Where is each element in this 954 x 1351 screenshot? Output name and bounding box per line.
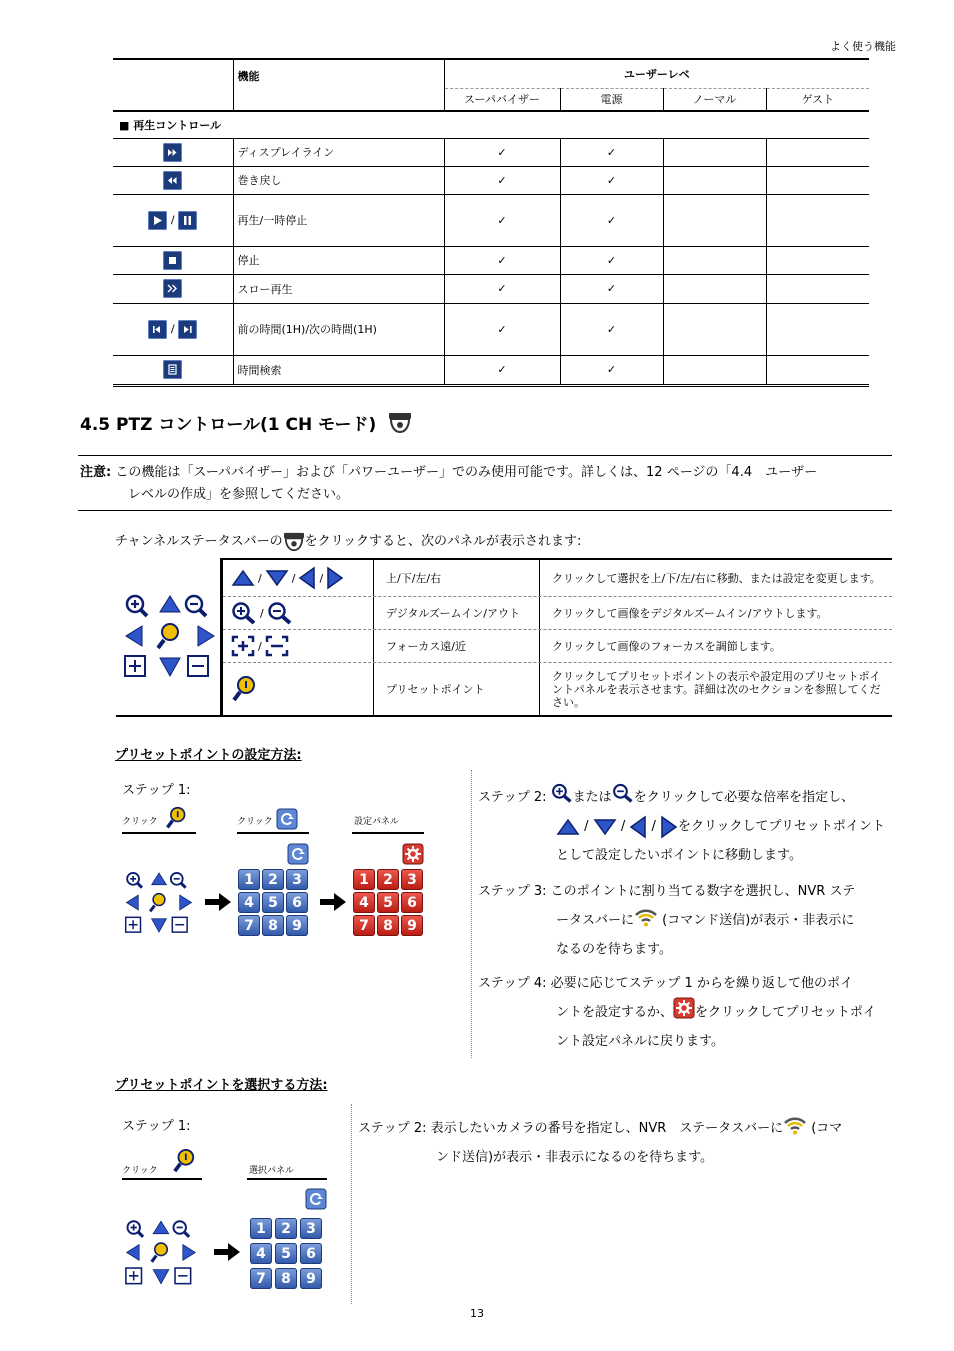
ptz-row-zoom: / デジタルズームイン/アウト クリックして画像をデジタルズームイン/アウトします。 [223, 597, 892, 630]
setup-panel-label: 設定パネル [354, 817, 400, 827]
ptz-intro: チャンネルステータスバーの をクリックすると、次のパネルが表示されます: [115, 530, 581, 552]
number-key[interactable]: 9 [401, 915, 423, 936]
zoom-out-icon [267, 601, 293, 625]
stop-icon [163, 251, 182, 270]
arrow-right-icon [320, 893, 346, 911]
right-arrow-icon [660, 815, 678, 839]
table-row: / 前の時間(1H)/次の時間(1H) ✓ ✓ [113, 303, 869, 355]
number-key[interactable]: 1 [238, 869, 260, 890]
command-send-icon [783, 1116, 807, 1136]
number-key[interactable]: 2 [377, 869, 399, 890]
number-key[interactable]: 5 [275, 1243, 297, 1264]
number-key[interactable]: 5 [262, 892, 284, 913]
preset-set-title: プリセットポイントの設定方法: [115, 748, 302, 763]
time-search-icon [163, 360, 182, 379]
preset-set-step1-label: ステップ 1: [122, 783, 191, 798]
return-icon[interactable] [276, 808, 298, 830]
number-key[interactable]: 2 [275, 1218, 297, 1239]
step-divider [471, 770, 472, 1058]
section-title: 4.5 PTZ コントロール(1 CH モード) [80, 410, 412, 435]
number-key[interactable]: 8 [275, 1268, 297, 1289]
permission-table [113, 58, 869, 387]
arrow-right-icon [205, 893, 231, 911]
table-row: 時間検索 ✓ ✓ [113, 355, 869, 385]
numpad-blue[interactable] [250, 1218, 322, 1289]
ptz-panel-icon [120, 588, 220, 688]
number-key[interactable]: 1 [250, 1218, 272, 1239]
ptz-row-focus: / フォーカス遠/近 クリックして画像のフォーカスを調節します。 [223, 630, 892, 663]
level-power: 電源 [560, 88, 663, 111]
play-icon [148, 211, 167, 230]
dome-camera-icon [388, 412, 412, 434]
preset-set-step3: ステップ 3: このポイントに割り当てる数字を選択し、NVR ステ ータスバーに (コマンド送信)が表示・非表示に なるのを待ちます。 [478, 884, 856, 957]
number-key[interactable]: 4 [238, 892, 260, 913]
ptz-panel-icon [122, 1214, 200, 1294]
preset-set-step4: ステップ 4: 必要に応じてステップ 1 からを繰り返して他のポイ ントを設定するか、 をクリックしてプリセットポイ ント設定パネルに戻ります。 [478, 976, 876, 1049]
rewind-icon [163, 171, 182, 190]
slow-play-icon [163, 279, 182, 298]
preset-select-title: プリセットポイントを選択する方法: [115, 1078, 328, 1093]
number-key[interactable]: 8 [262, 915, 284, 936]
table-row: 巻き戻し ✓ ✓ [113, 166, 869, 194]
page-number: 13 [470, 1307, 484, 1320]
click-label-1: クリック [122, 817, 158, 827]
click-label-3: クリック [122, 1166, 158, 1176]
preset-select-step1-label: ステップ 1: [122, 1119, 191, 1134]
command-send-icon [634, 908, 658, 928]
left-arrow-icon [629, 815, 647, 839]
fast-forward-icon [163, 143, 182, 162]
number-key[interactable]: 7 [250, 1268, 272, 1289]
preset-set-step2: ステップ 2: または をクリックして必要な倍率を指定し、 / / / をクリックしてプリセットポイント として設定したいポイントに移動します。 [478, 783, 898, 870]
number-key[interactable]: 7 [238, 915, 260, 936]
preset-point-icon [231, 675, 257, 703]
pause-icon [178, 211, 197, 230]
ptz-panel-icon [122, 866, 196, 942]
focus-far-icon [231, 635, 255, 657]
number-key[interactable]: 3 [401, 869, 423, 890]
settings-gear-icon[interactable] [402, 843, 424, 865]
right-arrow-icon [326, 566, 344, 590]
ptz-row-direction: / / / 上/下/左/右 クリックして選択を上/下/左/右に移動、または設定を変更します。 [223, 560, 892, 597]
note-label: 注意 [80, 465, 107, 480]
number-key[interactable]: 7 [353, 915, 375, 936]
page-header-section: よく使う機能 [830, 40, 896, 53]
table-row: 停止 ✓ ✓ [113, 246, 869, 274]
number-key[interactable]: 4 [250, 1243, 272, 1264]
number-key[interactable]: 1 [353, 869, 375, 890]
ptz-panel-preview [116, 558, 223, 716]
number-key[interactable]: 9 [286, 915, 308, 936]
arrow-right-icon [214, 1243, 240, 1261]
focus-near-icon [265, 635, 289, 657]
number-key[interactable]: 4 [353, 892, 375, 913]
col-user-level-header: ユーザーレベ [444, 59, 869, 88]
table-row: / 再生/一時停止 ✓ ✓ [113, 194, 869, 246]
col-function-header: 機能 [233, 59, 444, 111]
zoom-out-icon [612, 782, 634, 804]
note-top-rule [78, 455, 892, 456]
number-key[interactable]: 6 [300, 1243, 322, 1264]
down-arrow-icon [265, 569, 289, 587]
settings-gear-icon [673, 997, 695, 1019]
number-key[interactable]: 6 [401, 892, 423, 913]
preset-point-icon [164, 806, 188, 830]
click-label-2: クリック [237, 817, 273, 827]
number-key[interactable]: 6 [286, 892, 308, 913]
up-arrow-icon [556, 818, 580, 836]
zoom-in-icon [551, 782, 573, 804]
note-box: 注意: この機能は「スーパバイザー」および「パワーユーザー」でのみ使用可能です。詳しくは、12 ページの「4.4 ユーザー レベルの作成」を参照してください。 [80, 465, 818, 502]
table-row: スロー再生 ✓ ✓ [113, 274, 869, 303]
level-supervisor: スーパバイザー [444, 88, 560, 111]
numpad-red[interactable] [353, 869, 423, 936]
level-guest: ゲスト [766, 88, 869, 111]
note-bottom-rule [78, 510, 892, 511]
level-normal: ノーマル [663, 88, 766, 111]
up-arrow-icon [231, 569, 255, 587]
number-key[interactable]: 8 [377, 915, 399, 936]
numpad-blue[interactable] [238, 869, 308, 936]
group-playback-control: ■ 再生コントロール [113, 111, 869, 138]
preset-point-icon [172, 1148, 196, 1174]
zoom-in-icon [231, 601, 257, 625]
preset-select-step2: ステップ 2: 表示したいカメラの番号を指定し、NVR ステータスバーに (コマ ンド送信)が表示・非表示になるのを待ちます。 [358, 1114, 898, 1172]
left-arrow-icon [298, 566, 316, 590]
select-panel-label: 選択パネル [249, 1166, 295, 1176]
number-key[interactable]: 5 [377, 892, 399, 913]
ptz-row-preset: プリセットポイント クリックしてプリセットポイントの表示や設定用のプリセットポイントパネルを表示させます。詳細は次のセクションを参照してください。 [223, 663, 892, 715]
previous-hour-icon [148, 320, 167, 339]
return-icon[interactable] [305, 1188, 327, 1210]
number-key[interactable]: 3 [286, 869, 308, 890]
table-row: ディスプレイライン ✓ ✓ [113, 138, 869, 166]
return-icon[interactable] [287, 843, 309, 865]
number-key[interactable]: 9 [300, 1268, 322, 1289]
dome-camera-icon [283, 532, 305, 552]
next-hour-icon [178, 320, 197, 339]
ptz-table [116, 558, 892, 716]
number-key[interactable]: 3 [300, 1218, 322, 1239]
down-arrow-icon [593, 818, 617, 836]
number-key[interactable]: 2 [262, 869, 284, 890]
step-divider [351, 1104, 352, 1304]
